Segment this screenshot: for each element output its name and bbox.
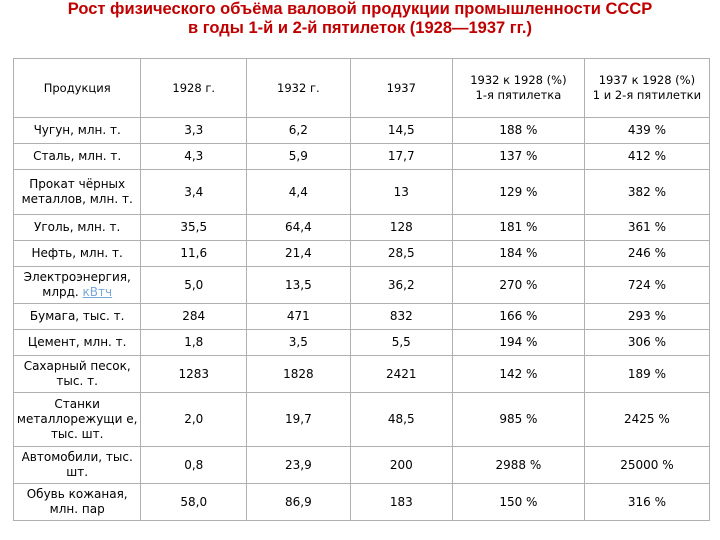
ratio-1937: 189 % (584, 356, 709, 393)
ratio-1932: 985 % (452, 393, 584, 447)
product-name: Нефть, млн. т. (14, 241, 141, 267)
value-1928: 58,0 (141, 484, 247, 521)
table-row (14, 356, 710, 393)
value-1928: 2,0 (141, 393, 247, 447)
ratio-1932: 129 % (452, 170, 584, 215)
table-row (14, 144, 710, 170)
ratio-1932: 181 % (452, 215, 584, 241)
product-name: Сталь, млн. т. (14, 144, 141, 170)
title-line-2: в годы 1-й и 2-й пятилеток (1928—1937 гг.) (188, 19, 532, 37)
value-1932: 4,4 (247, 170, 350, 215)
value-1928: 3,3 (141, 118, 247, 144)
product-name: Автомобили, тыс. шт. (14, 447, 141, 484)
value-1937: 183 (350, 484, 452, 521)
table-row (14, 447, 710, 484)
product-name-text: Электроэнергия, млрд. (23, 270, 131, 299)
value-1932: 13,5 (247, 267, 350, 304)
value-1928: 1,8 (141, 330, 247, 356)
ratio-1932: 270 % (452, 267, 584, 304)
value-1937: 17,7 (350, 144, 452, 170)
value-1937: 28,5 (350, 241, 452, 267)
title-line-1: Рост физического объёма валовой продукции промышленности СССР (67, 0, 653, 18)
kwh-link[interactable]: кВтч (82, 285, 113, 299)
ratio-1937: 361 % (584, 215, 709, 241)
table-header-row (14, 59, 710, 118)
table-row (14, 170, 710, 215)
table-row (14, 267, 710, 304)
value-1932: 23,9 (247, 447, 350, 484)
ratio-1937: 2425 % (584, 393, 709, 447)
value-1932: 471 (247, 304, 350, 330)
product-name: Бумага, тыс. т. (14, 304, 141, 330)
header-ratio-1937-title: 1937 к 1928 (%) (598, 73, 696, 87)
value-1932: 86,9 (247, 484, 350, 521)
value-1937: 2421 (350, 356, 452, 393)
table-row (14, 215, 710, 241)
ratio-1932: 2988 % (452, 447, 584, 484)
value-1932: 6,2 (247, 118, 350, 144)
ratio-1937: 382 % (584, 170, 709, 215)
value-1937: 36,2 (350, 267, 452, 304)
value-1932: 19,7 (247, 393, 350, 447)
header-ratio-1932 (452, 59, 584, 118)
ratio-1932: 137 % (452, 144, 584, 170)
table-row (14, 241, 710, 267)
ratio-1932: 194 % (452, 330, 584, 356)
value-1932: 21,4 (247, 241, 350, 267)
product-name (14, 267, 141, 304)
ratio-1932: 166 % (452, 304, 584, 330)
value-1928: 3,4 (141, 170, 247, 215)
value-1928: 4,3 (141, 144, 247, 170)
product-name: Сахарный песок, тыс. т. (14, 356, 141, 393)
ratio-1932: 150 % (452, 484, 584, 521)
production-table (13, 58, 710, 521)
value-1937: 832 (350, 304, 452, 330)
value-1932: 5,9 (247, 144, 350, 170)
value-1928: 1283 (141, 356, 247, 393)
ratio-1937: 439 % (584, 118, 709, 144)
ratio-1932: 142 % (452, 356, 584, 393)
value-1928: 284 (141, 304, 247, 330)
page-title (0, 0, 720, 38)
value-1937: 48,5 (350, 393, 452, 447)
table-row (14, 118, 710, 144)
header-1937: 1937 (350, 59, 452, 118)
table-row (14, 484, 710, 521)
value-1937: 14,5 (350, 118, 452, 144)
header-ratio-1937 (584, 59, 709, 118)
value-1932: 3,5 (247, 330, 350, 356)
ratio-1937: 246 % (584, 241, 709, 267)
header-ratio-1932-title: 1932 к 1928 (%) (470, 73, 567, 87)
product-name: Цемент, млн. т. (14, 330, 141, 356)
ratio-1937: 293 % (584, 304, 709, 330)
value-1928: 5,0 (141, 267, 247, 304)
value-1928: 35,5 (141, 215, 247, 241)
value-1932: 64,4 (247, 215, 350, 241)
ratio-1937: 306 % (584, 330, 709, 356)
header-ratio-1932-sub: 1-я пятилетка (475, 88, 562, 102)
product-name: Уголь, млн. т. (14, 215, 141, 241)
table-row (14, 304, 710, 330)
ratio-1932: 188 % (452, 118, 584, 144)
ratio-1937: 412 % (584, 144, 709, 170)
header-1932: 1932 г. (247, 59, 350, 118)
header-1928: 1928 г. (141, 59, 247, 118)
ratio-1932: 184 % (452, 241, 584, 267)
product-name: Чугун, млн. т. (14, 118, 141, 144)
header-product: Продукция (14, 59, 141, 118)
product-name: Прокат чёрных металлов, млн. т. (14, 170, 141, 215)
ratio-1937: 724 % (584, 267, 709, 304)
header-ratio-1937-sub: 1 и 2-я пятилетки (592, 88, 702, 102)
ratio-1937: 316 % (584, 484, 709, 521)
ratio-1937: 25000 % (584, 447, 709, 484)
table-row (14, 393, 710, 447)
table-row (14, 330, 710, 356)
product-name: Станки металлорежущи е, тыс. шт. (14, 393, 141, 447)
value-1937: 200 (350, 447, 452, 484)
value-1937: 128 (350, 215, 452, 241)
value-1928: 11,6 (141, 241, 247, 267)
value-1932: 1828 (247, 356, 350, 393)
value-1937: 13 (350, 170, 452, 215)
value-1937: 5,5 (350, 330, 452, 356)
value-1928: 0,8 (141, 447, 247, 484)
product-name: Обувь кожаная, млн. пар (14, 484, 141, 521)
